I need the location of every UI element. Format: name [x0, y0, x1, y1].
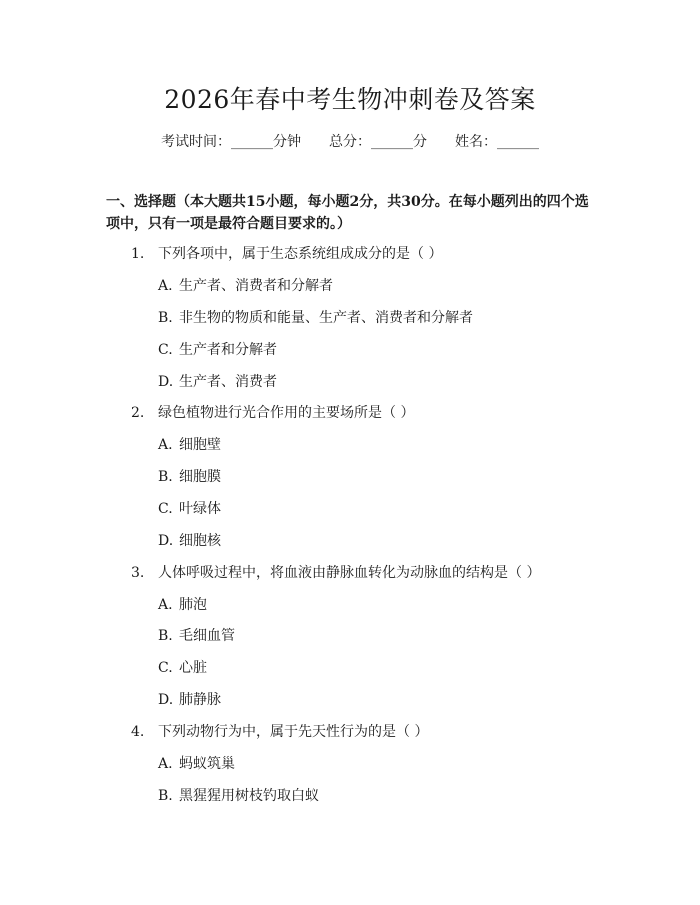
option-3a	[158, 594, 207, 614]
option-3d	[158, 689, 221, 709]
option-letter: A.	[158, 597, 173, 613]
option-letter: C.	[158, 660, 173, 676]
option-text: 细胞壁	[179, 437, 221, 453]
option-3b	[158, 625, 235, 645]
question-3	[131, 562, 540, 582]
option-letter: C.	[158, 342, 173, 358]
page-title: 2026年春中考生物冲刺卷及答案	[164, 85, 536, 114]
question-number: 1.	[131, 246, 145, 262]
option-2b	[158, 466, 221, 486]
option-text: 叶绿体	[179, 501, 221, 517]
question-text: 绿色植物进行光合作用的主要场所是（ ）	[158, 405, 415, 421]
question-number: 4.	[131, 724, 145, 740]
option-1d	[158, 371, 277, 391]
question-text: 人体呼吸过程中，将血液由静脉血转化为动脉血的结构是（ ）	[158, 565, 541, 581]
total-score-field: 总分：______分	[329, 134, 427, 150]
option-letter: A.	[158, 756, 173, 772]
option-letter: B.	[158, 469, 173, 485]
option-text: 细胞核	[179, 533, 221, 549]
option-text: 心脏	[179, 660, 207, 676]
option-letter: C.	[158, 501, 173, 517]
option-text: 肺静脉	[179, 692, 221, 708]
option-text: 非生物的物质和能量、生产者、消费者和分解者	[179, 310, 473, 326]
option-text: 细胞膜	[179, 469, 221, 485]
option-letter: B.	[158, 310, 173, 326]
option-text: 生产者、消费者和分解者	[179, 278, 333, 294]
section-heading: 一、选择题（本大题共15小题，每小题2分，共30分。在每小题列出的四个选项中，只有一项是最符合题目要求的。）	[106, 194, 589, 232]
option-1a	[158, 275, 333, 295]
option-2c	[158, 498, 221, 518]
question-1	[131, 243, 442, 263]
option-4b	[158, 785, 319, 805]
exam-info-line	[0, 131, 700, 151]
question-number: 2.	[131, 405, 145, 421]
option-letter: D.	[158, 692, 174, 708]
option-text: 蚂蚁筑巢	[179, 756, 235, 772]
option-letter: D.	[158, 374, 174, 390]
question-number: 3.	[131, 565, 145, 581]
option-letter: A.	[158, 278, 173, 294]
option-letter: B.	[158, 628, 173, 644]
exam-time-field: 考试时间：______分钟	[161, 134, 301, 150]
option-text: 黑猩猩用树枝钓取白蚁	[179, 788, 319, 804]
option-letter: B.	[158, 788, 173, 804]
option-1b	[158, 307, 473, 327]
option-text: 生产者和分解者	[179, 342, 277, 358]
option-3c	[158, 657, 207, 677]
option-2a	[158, 434, 221, 454]
option-1c	[158, 339, 277, 359]
option-text: 生产者、消费者	[179, 374, 277, 390]
option-letter: A.	[158, 437, 173, 453]
student-name-field: 姓名：______	[455, 134, 539, 150]
question-text: 下列各项中，属于生态系统组成成分的是（ ）	[158, 246, 443, 262]
question-4	[131, 721, 428, 741]
question-text: 下列动物行为中，属于先天性行为的是（ ）	[158, 724, 429, 740]
option-text: 肺泡	[179, 597, 207, 613]
option-2d	[158, 530, 221, 550]
option-4a	[158, 753, 235, 773]
question-2	[131, 402, 414, 422]
option-text: 毛细血管	[179, 628, 235, 644]
option-letter: D.	[158, 533, 174, 549]
